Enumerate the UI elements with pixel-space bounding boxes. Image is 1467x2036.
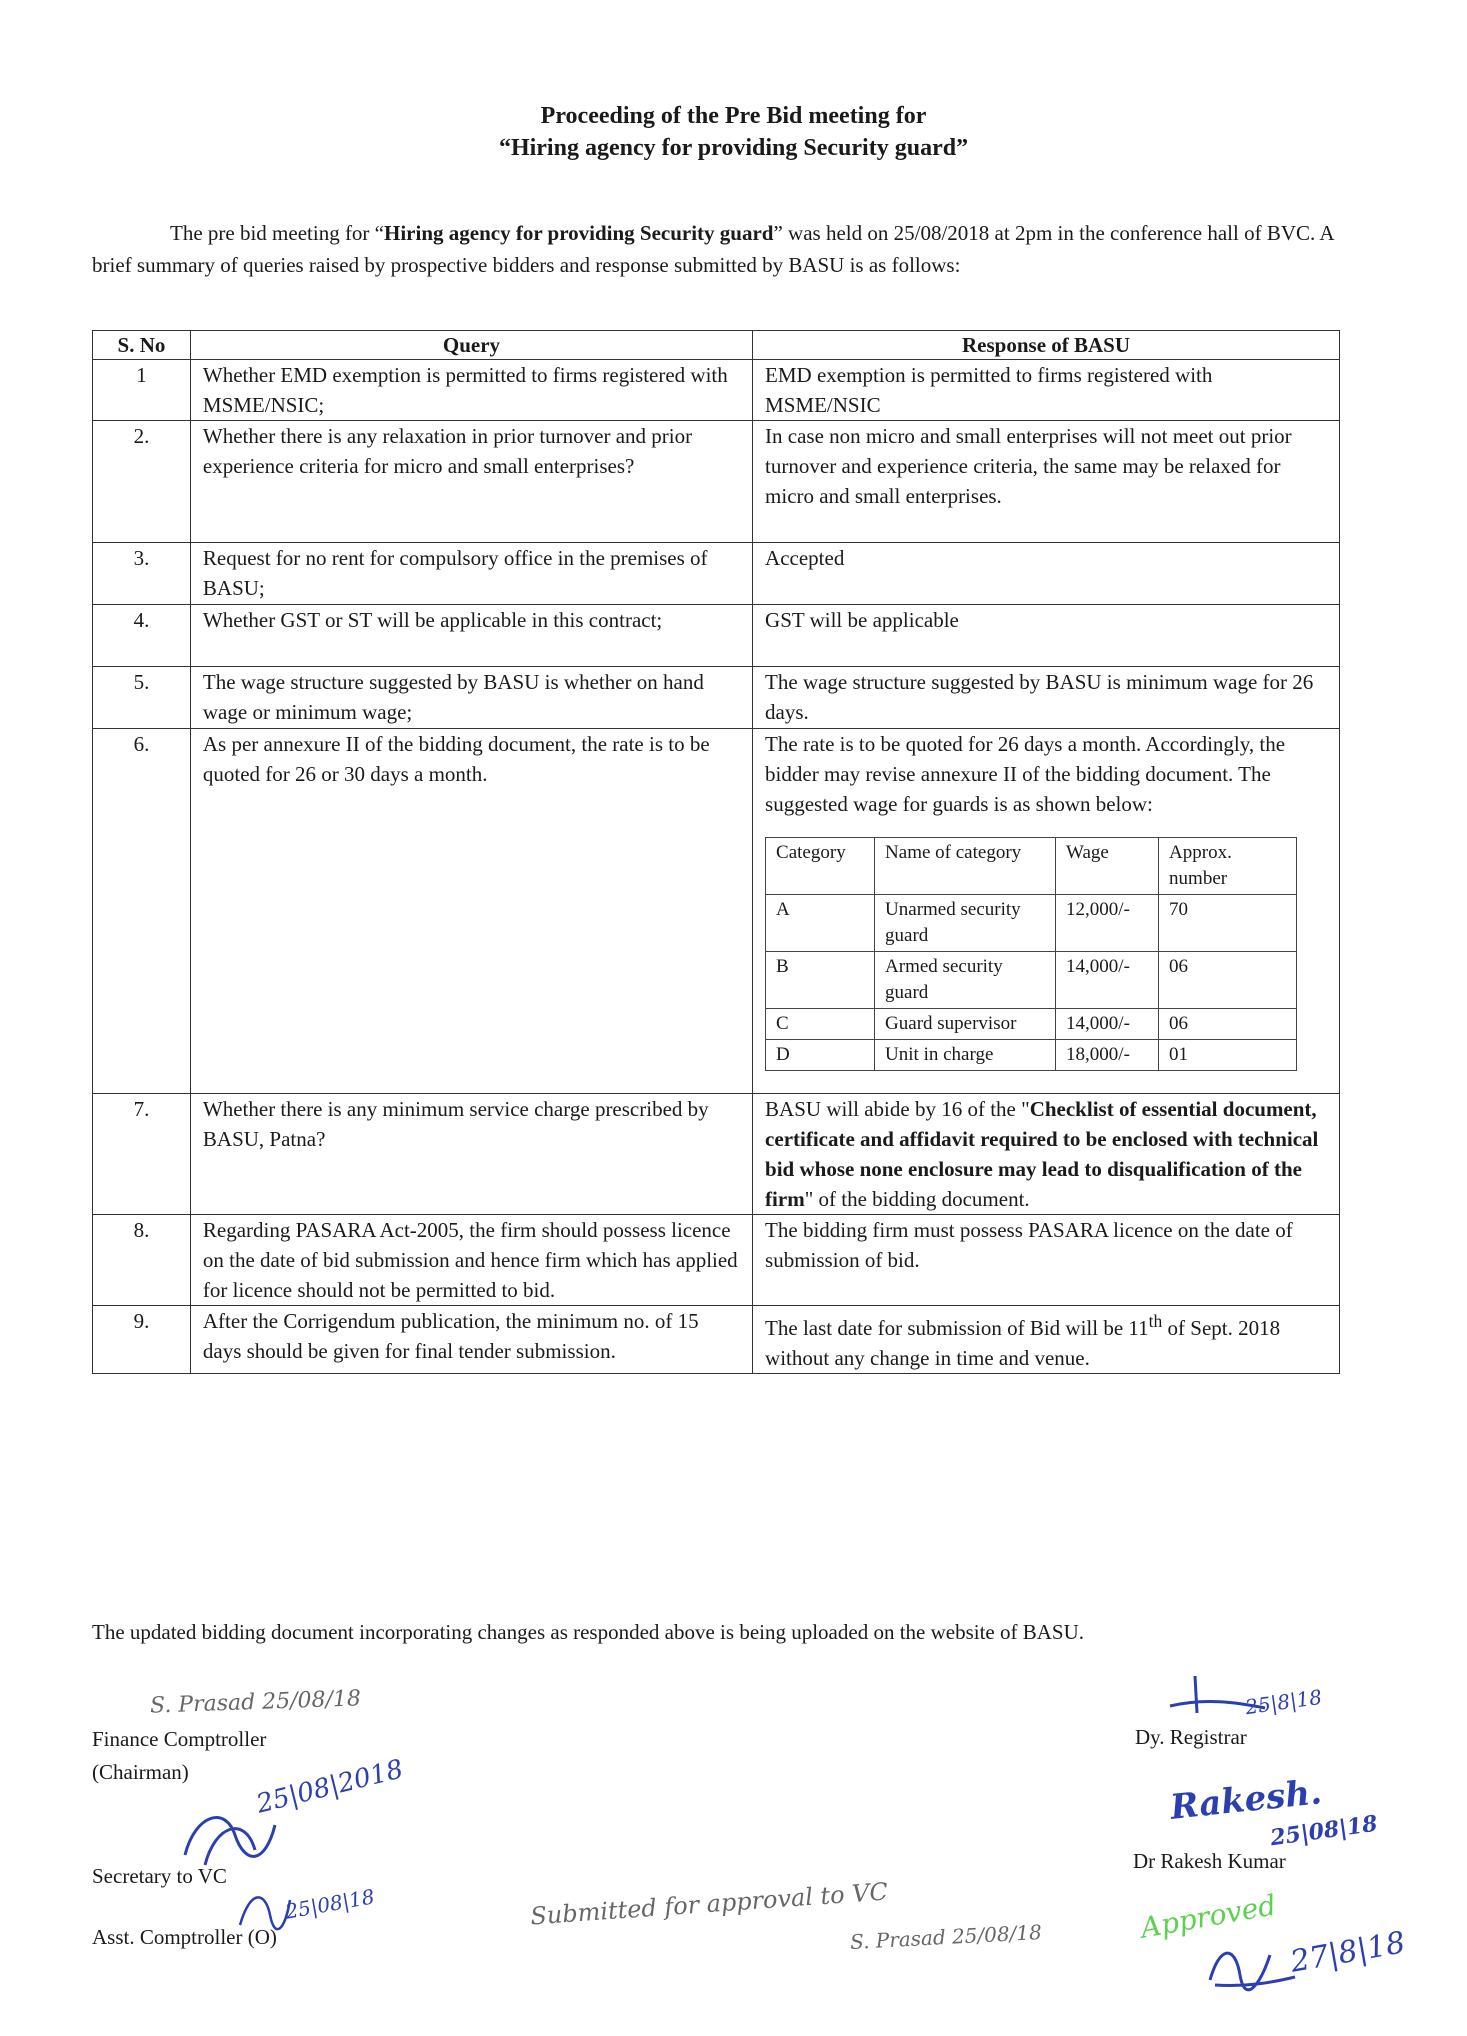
row-response: Accepted [753,543,1340,605]
row-query: The wage structure suggested by BASU is whether on hand wage or minimum wage; [190,667,752,729]
wage-cell: 14,000/- [1056,952,1159,1009]
table-row [93,605,1340,667]
wage-row [766,952,1297,1009]
table-row [93,360,1340,421]
response-pre: The last date for submission of Bid will be 11 [765,1316,1149,1340]
handwritten-rakesh-name: Rakesh. [1168,1772,1324,1828]
signatory-finance: Finance Comptroller [92,1727,267,1751]
row-query: Whether there is any minimum service charge prescribed by BASU, Patna? [190,1094,752,1215]
row-response [753,1094,1340,1215]
row-sno: 7. [93,1094,191,1215]
handwritten-approved-date: 27|8|18 [1287,1925,1408,1980]
handwritten-approved-note: Approved [1138,1888,1279,1945]
table-row [93,1094,1340,1215]
handwritten-asst-date: 25|08|18 [283,1884,377,1924]
handwritten-rakesh-date: 25|08|18 [1268,1810,1380,1852]
wage-cell: B [766,952,875,1009]
row-sno: 9. [93,1306,191,1374]
signatory-registrar: Dy. Registrar [1135,1725,1247,1749]
row-sno: 8. [93,1215,191,1306]
response-post: " of the bidding document. [804,1187,1030,1211]
table-row [93,667,1340,729]
signatory-rakesh: Dr Rakesh Kumar [1133,1849,1286,1873]
row-query: After the Corrigendum publication, the minimum no. of 15 days should be given for final tender submission. [190,1306,752,1374]
wage-cell: 70 [1159,895,1297,952]
row-query: Regarding PASARA Act-2005, the firm should possess licence on the date of bid submission and hence firm which has applied for licence should not be permitted to bid. [190,1215,752,1306]
response-sup: th [1148,1311,1163,1331]
row-sno: 3. [93,543,191,605]
signatory-secretary: Secretary to VC [92,1864,227,1888]
query-response-table [92,330,1340,1374]
row-sno: 5. [93,667,191,729]
wage-table-wrapper [765,819,1327,1093]
title-line-1: Proceeding of the Pre Bid meeting for [540,103,927,129]
header-response: Response of BASU [753,331,1340,360]
wage-cell: Unit in charge [875,1040,1056,1071]
wage-cell: C [766,1009,875,1040]
wage-cell: 12,000/- [1056,895,1159,952]
row-sno: 4. [93,605,191,667]
wage-cell: Unarmed security guard [875,895,1056,952]
intro-paragraph [92,217,1352,281]
wage-header-wage: Wage [1056,838,1159,895]
row-response: The rate is to be quoted for 26 days a month. Accordingly, the bidder may revise annexure II of the bidding document. The suggested wage for guards is as shown below: [765,732,1286,816]
wage-table [765,837,1297,1071]
wage-row [766,1009,1297,1040]
approval-signature-icon [1200,1935,1300,1995]
closing-statement: The updated bidding document incorporating changes as responded above is being uploaded on the website of BASU. [92,1620,1085,1644]
asst-signature-icon [235,1885,295,1935]
table-row [93,729,1340,1094]
handwritten-submitted-sign: S. Prasad 25/08/18 [849,1919,1043,1955]
row-query: As per annexure II of the bidding document, the rate is to be quoted for 26 or 30 days a month. [190,729,752,1094]
row-response: In case non micro and small enterprises will not meet out prior turnover and experience criteria, the same may be relaxed for micro and small enterprises. [753,421,1340,543]
row-query: Whether EMD exemption is permitted to firms registered with MSME/NSIC; [190,360,752,421]
wage-cell: 01 [1159,1040,1297,1071]
row-sno: 6. [93,729,191,1094]
table-header-row [93,331,1340,360]
table-row [93,543,1340,605]
wage-row [766,1040,1297,1071]
wage-header-row [766,838,1297,895]
wage-cell: 18,000/- [1056,1040,1159,1071]
chairman-signature-icon [175,1795,285,1875]
row-response-with-wage-table [753,729,1340,1094]
table-row [93,1215,1340,1306]
row-response: The bidding firm must possess PASARA licence on the date of submission of bid. [753,1215,1340,1306]
row-sno: 1 [93,360,191,421]
row-query: Whether there is any relaxation in prior turnover and prior experience criteria for micro and small enterprises? [190,421,752,543]
response-post: of Sept. 2018 without any change in time and venue. [765,1316,1281,1370]
intro-bold: Hiring agency for providing Security guard [384,221,774,245]
wage-row [766,895,1297,952]
row-response: The wage structure suggested by BASU is minimum wage for 26 days. [753,667,1340,729]
signatory-asst: Asst. Comptroller (O) [92,1925,277,1949]
wage-header-name: Name of category [875,838,1056,895]
title-line-2: “Hiring agency for providing Security guard” [498,135,969,161]
wage-cell: A [766,895,875,952]
table-row [93,1306,1340,1374]
wage-cell: Armed security guard [875,952,1056,1009]
row-query: Request for no rent for compulsory office in the premises of BASU; [190,543,752,605]
intro-part-2: ” was held on 25/08/2018 at 2pm in the conference hall of BVC. A brief summary of queries raised by prospective bidders and response submitted by BASU is as follows: [92,221,1334,277]
wage-cell: 06 [1159,952,1297,1009]
wage-cell: D [766,1040,875,1071]
row-sno: 2. [93,421,191,543]
header-query: Query [190,331,752,360]
wage-cell: 06 [1159,1009,1297,1040]
row-response: GST will be applicable [753,605,1340,667]
handwritten-registrar-date: 25|8|18 [1243,1684,1324,1720]
wage-cell: 14,000/- [1056,1009,1159,1040]
row-query: Whether GST or ST will be applicable in this contract; [190,605,752,667]
row-response: EMD exemption is permitted to firms registered with MSME/NSIC [753,360,1340,421]
wage-header-number: Approx. number [1159,838,1297,895]
intro-part-1: The pre bid meeting for “ [170,221,384,245]
handwritten-chairman-date: 25|08|2018 [253,1754,407,1820]
wage-cell: Guard supervisor [875,1009,1056,1040]
table-row [93,421,1340,543]
row-response [753,1306,1340,1374]
signatory-chairman: (Chairman) [92,1760,189,1784]
response-bold: Checklist of essential document, certificate and affidavit required to be enclosed with technical bid whose none enclosure may lead to disqualification of the firm [765,1097,1319,1211]
wage-header-category: Category [766,838,875,895]
handwritten-submitted-note: Submitted for approval to VC [529,1877,889,1931]
header-sno: S. No [93,331,191,360]
handwritten-finance-note: S. Prasad 25/08/18 [149,1686,362,1719]
response-pre: BASU will abide by 16 of the " [765,1097,1030,1121]
